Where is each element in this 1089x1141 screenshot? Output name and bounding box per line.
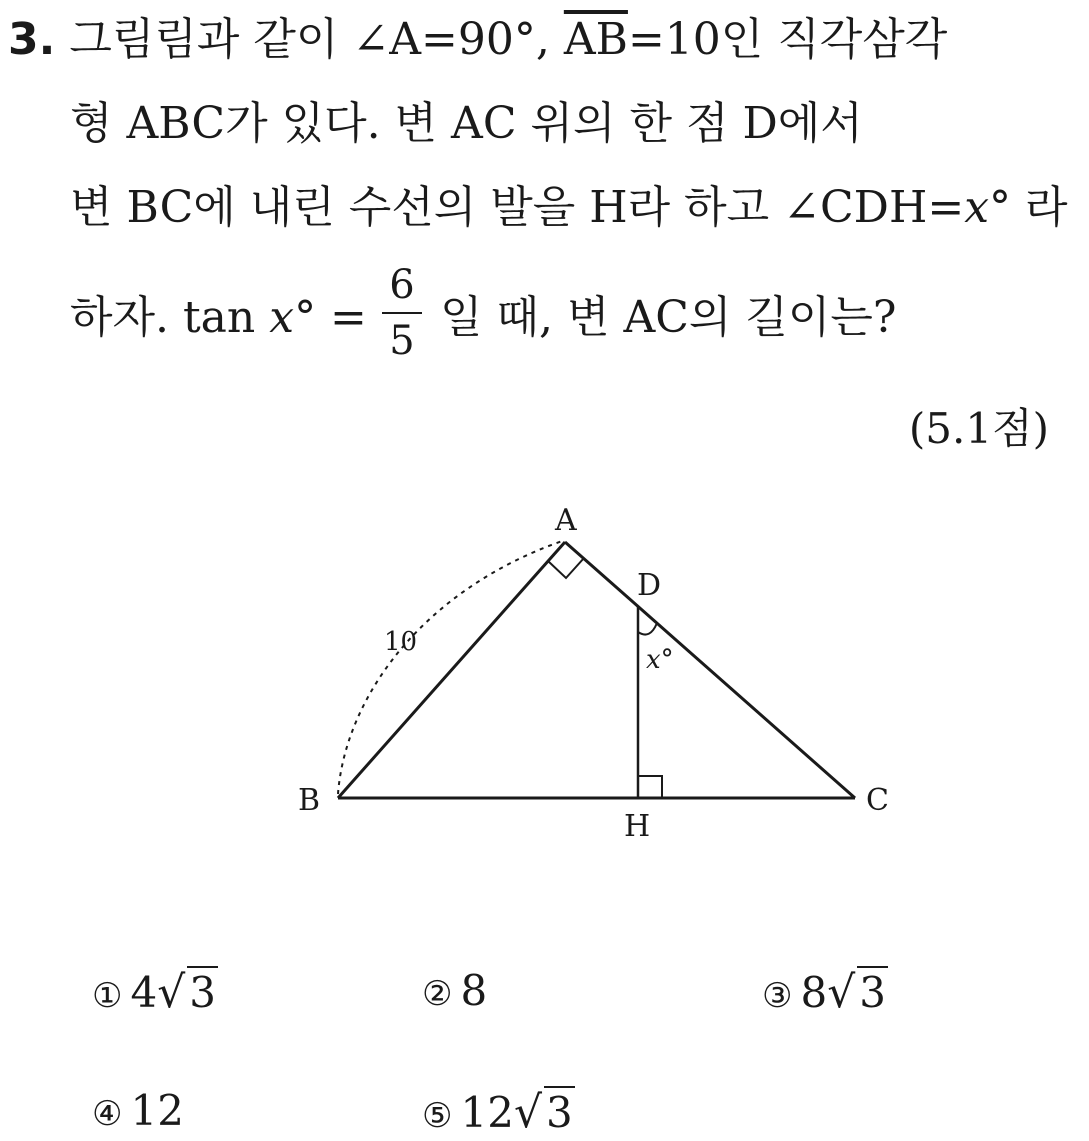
- question-number: 3.: [8, 14, 56, 65]
- right-angle-a: [548, 558, 584, 578]
- fraction-denominator: 5: [389, 318, 415, 364]
- label-d: D: [637, 568, 662, 603]
- option-1-radicand: 3: [189, 968, 216, 1017]
- line4-text-a: 하자. tan: [70, 292, 256, 343]
- option-2[interactable]: [422, 966, 487, 1015]
- line3-text-a: 변 BC에 내린 수선의 발을 H라 하고 ∠CDH=: [70, 182, 965, 233]
- option-5-radicand: 3: [545, 1088, 573, 1137]
- label-a: A: [555, 503, 577, 538]
- line1-text-d: =10인 직각삼각: [627, 14, 948, 65]
- label-angle-x: x°: [646, 645, 674, 675]
- dashed-arc-ab: [338, 540, 565, 794]
- option-1-value: 4: [130, 968, 158, 1017]
- option-4[interactable]: [92, 1086, 184, 1135]
- label-b: B: [298, 783, 321, 818]
- option-1[interactable]: [92, 966, 218, 1018]
- side-ab: [338, 542, 565, 798]
- line3-var-x: x: [964, 182, 990, 233]
- sqrt-icon: √: [157, 967, 186, 1018]
- option-3-value: 8: [800, 968, 828, 1017]
- line1-text-a: 그림림과 같이: [69, 14, 353, 65]
- option-3-radicand: 3: [859, 968, 886, 1017]
- line3-text-b: ° 라: [989, 182, 1068, 233]
- option-5-mark: ⑤: [422, 1096, 453, 1136]
- option-1-mark: ①: [92, 976, 123, 1016]
- fraction-numerator: 6: [389, 262, 415, 308]
- option-4-mark: ④: [92, 1094, 123, 1134]
- label-ab-length: 10: [384, 627, 418, 657]
- side-ac: [565, 542, 855, 798]
- label-h: H: [624, 809, 651, 844]
- right-angle-h: [638, 776, 662, 798]
- angle-arc-x: [638, 623, 657, 635]
- option-2-value: 8: [460, 966, 488, 1015]
- segment-ab: $\overline{AB}$: [563, 14, 628, 65]
- sqrt-icon: √: [513, 1087, 542, 1138]
- option-4-value: 12: [130, 1086, 184, 1135]
- option-3[interactable]: [762, 966, 888, 1018]
- line4-text-b: ° =: [294, 292, 367, 343]
- line2-text: 형 ABC가 있다. 변 AC 위의 한 점 D에서: [70, 98, 863, 149]
- score-label: (5.1점): [908, 404, 1049, 453]
- line4-var-x: x: [269, 292, 295, 343]
- option-5[interactable]: [422, 1086, 575, 1138]
- option-5-value: 12: [460, 1088, 514, 1137]
- sqrt-icon: √: [827, 967, 856, 1018]
- option-3-mark: ③: [762, 976, 793, 1016]
- label-c: C: [866, 783, 889, 818]
- line1-angle: ∠A=90°,: [352, 14, 564, 65]
- option-2-mark: ②: [422, 974, 453, 1014]
- line4-text-c: 일 때, 변 AC의 길이는?: [440, 292, 897, 343]
